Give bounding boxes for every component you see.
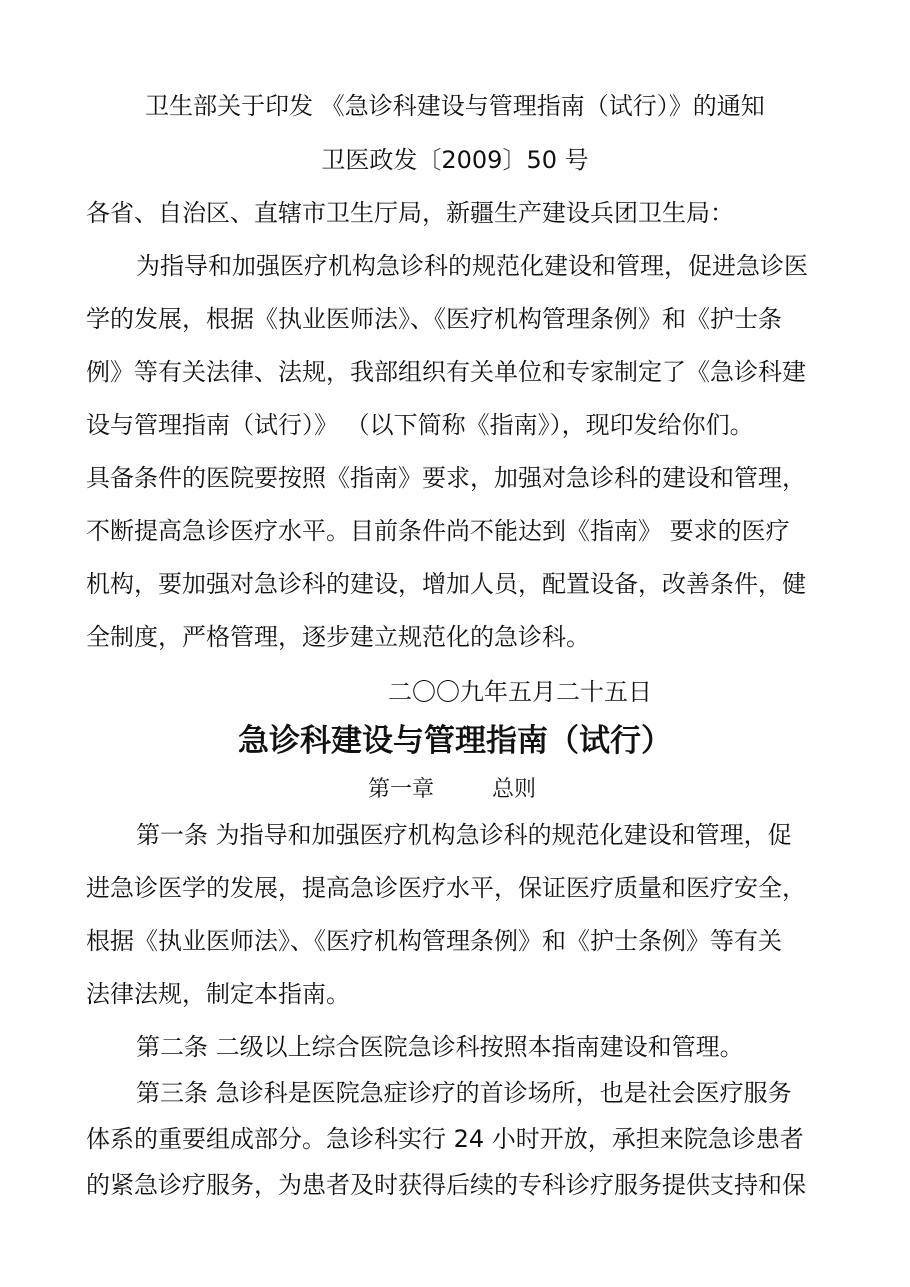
addressee: 各省、自治区、直辖市卫生厅局，新疆生产建设兵团卫生局：	[86, 199, 734, 227]
article-1-line: 根据《执业医师法》、《医疗机构管理条例》和《护士条例》等有关	[86, 927, 782, 955]
notice-body-line: 例》等有关法律、法规，我部组织有关单位和专家制定了《急诊科建	[86, 358, 806, 386]
notice-body-line: 设与管理指南（试行）》 （以下简称《指南》），现印发给你们。	[86, 411, 754, 439]
chapter-number: 第一章	[368, 777, 435, 802]
article-3-line: 的紧急诊疗服务，为患者及时获得后续的专科诊疗服务提供支持和保	[86, 1171, 806, 1199]
article-1-line: 进急诊医学的发展，提高急诊医疗水平，保证医疗质量和医疗安全，	[86, 874, 806, 902]
notice-body-line: 为指导和加强医疗机构急诊科的规范化建设和管理，促进急诊医	[136, 252, 808, 280]
notice-body-line: 全制度，严格管理，逐步建立规范化的急诊科。	[86, 623, 590, 651]
article-3-line: 第三条 急诊科是医院急症诊疗的首诊场所，也是社会医疗服务	[136, 1079, 792, 1107]
guide-title: 急诊科建设与管理指南（试行）	[238, 723, 672, 759]
chapter-heading	[368, 773, 668, 807]
notice-body-line: 机构，要加强对急诊科的建设，增加人员，配置设备，改善条件，健	[86, 570, 806, 598]
notice-title: 卫生部关于印发 《急诊科建设与管理指南（试行）》的通知	[145, 92, 765, 120]
article-1-line: 法律法规，制定本指南。	[86, 980, 350, 1008]
chapter-title: 总则	[492, 777, 537, 802]
article-1-line: 第一条 为指导和加强医疗机构急诊科的规范化建设和管理，促	[136, 821, 792, 849]
article-3-line: 体系的重要组成部分。急诊科实行 24 小时开放，承担来院急诊患者	[86, 1125, 804, 1153]
document-number: 卫医政发〔2009〕50 号	[321, 146, 589, 174]
article-2: 第二条 二级以上综合医院急诊科按照本指南建设和管理。	[136, 1033, 744, 1061]
notice-body-line: 学的发展，根据《执业医师法》、《医疗机构管理条例》和《护士条	[86, 305, 782, 333]
notice-date: 二〇〇九年五月二十五日	[388, 678, 652, 706]
notice-body-line: 具备条件的医院要按照《指南》要求，加强对急诊科的建设和管理，	[86, 464, 806, 492]
notice-body-line: 不断提高急诊医疗水平。目前条件尚不能达到《指南》 要求的医疗	[86, 517, 790, 545]
